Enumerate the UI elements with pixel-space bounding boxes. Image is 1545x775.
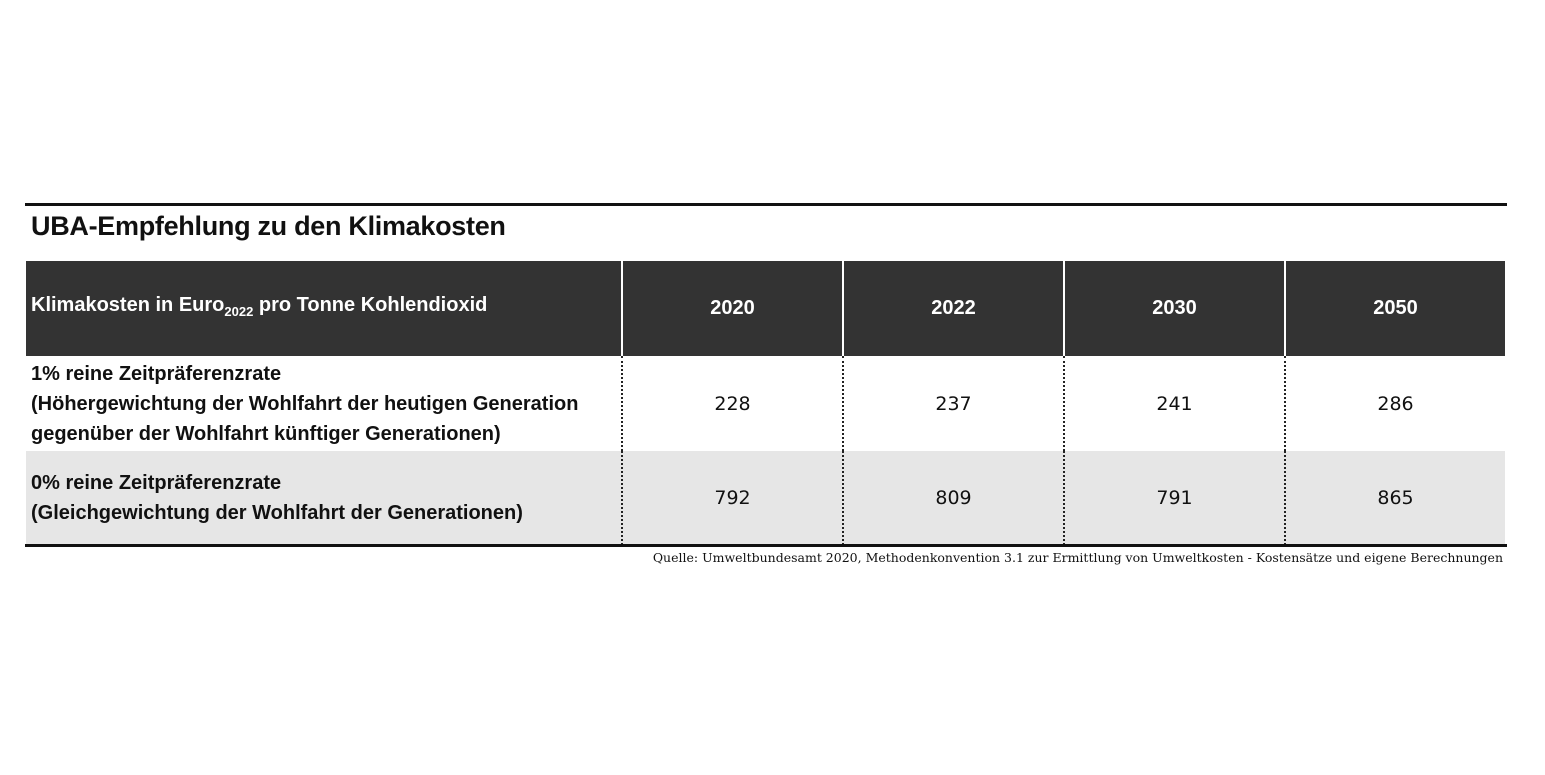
value-cell: 241 — [1063, 356, 1284, 451]
value-cell: 791 — [1063, 451, 1284, 545]
source-note: Quelle: Umweltbundesamt 2020, Methodenkonvention 3.1 zur Ermittlung von Umweltkosten - Kostensätze und eigene Berechnungen — [652, 550, 1503, 565]
header-label-rest: pro Tonne Kohlendioxid — [253, 294, 488, 316]
row-label-1-percent — [26, 356, 621, 451]
value-cell: 865 — [1284, 451, 1505, 545]
row-label-line: (Höhergewichtung der Wohlfahrt der heutigen Generation — [31, 392, 579, 415]
row-label-line: (Gleichgewichtung der Wohlfahrt der Generationen) — [31, 502, 523, 524]
climate-cost-table — [26, 261, 1505, 545]
value-cell: 237 — [842, 356, 1063, 451]
table-title: UBA-Empfehlung zu den Klimakosten — [31, 211, 506, 241]
table-row — [26, 451, 1505, 545]
value-cell: 792 — [621, 451, 842, 545]
row-label-line: gegenüber der Wohlfahrt künftiger Generationen) — [31, 422, 501, 445]
row-label-line: 0% reine Zeitpräferenzrate — [31, 472, 282, 494]
top-rule — [25, 203, 1507, 206]
table-header-row — [26, 261, 1505, 356]
header-label-main: Klimakosten in Euro — [31, 294, 225, 316]
header-year-2050: 2050 — [1284, 261, 1505, 356]
table-row — [26, 356, 1505, 451]
value-cell: 809 — [842, 451, 1063, 545]
row-label-0-percent — [26, 451, 621, 545]
header-year-2030: 2030 — [1063, 261, 1284, 356]
bottom-rule — [25, 544, 1507, 547]
value-cell: 228 — [621, 356, 842, 451]
header-year-2020: 2020 — [621, 261, 842, 356]
header-label — [26, 261, 621, 356]
header-year-2022: 2022 — [842, 261, 1063, 356]
header-label-subscript: 2022 — [224, 304, 254, 319]
value-cell: 286 — [1284, 356, 1505, 451]
row-label-line: 1% reine Zeitpräferenzrate — [31, 362, 282, 385]
